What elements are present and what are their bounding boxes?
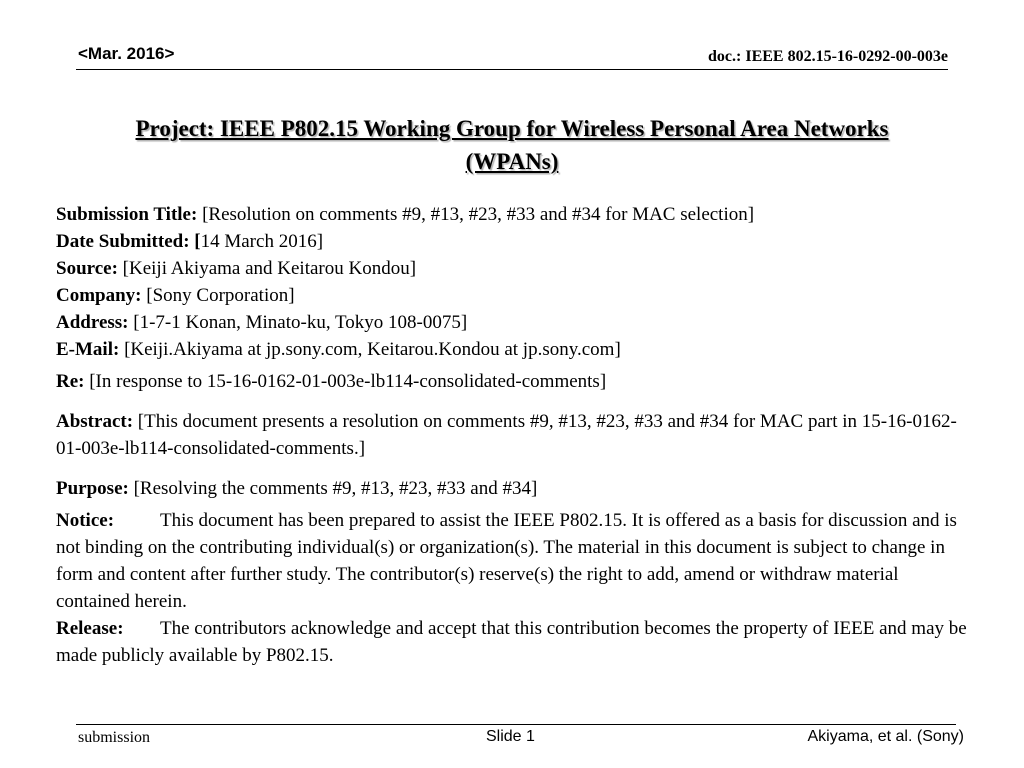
footer-submission: submission — [78, 729, 151, 746]
release-value: The contributors acknowledge and accept that this contribution becomes the property of IEEE and may be made publicly available by P802.15. — [56, 618, 967, 666]
abstract-value: [This document presents a resolution on comments #9, #13, #23, #33 and #34 for MAC part in 15-16-0162-01-003e-lb114-consolidated-comments.] — [56, 411, 957, 459]
footer-divider — [76, 724, 956, 725]
submission-title-value: [Resolution on comments #9, #13, #23, #33 and #34 for MAC selection] — [197, 204, 755, 225]
company-label: Company: — [56, 285, 142, 306]
submission-details — [56, 201, 970, 669]
email-value: [Keiji.Akiyama at jp.sony.com, Keitarou.Kondou at jp.sony.com] — [119, 339, 621, 360]
header-doc-id: doc.: IEEE 802.15-16-0292-00-003e — [708, 48, 948, 65]
source-row — [56, 255, 970, 282]
email-row — [56, 336, 970, 363]
notice-label: Notice: — [56, 510, 115, 531]
purpose-label: Purpose: — [56, 478, 129, 499]
title-line-1: Project: IEEE P802.15 Working Group for Wireless Personal Area Networks — [135, 116, 889, 141]
date-submitted-value: 14 March 2016] — [200, 231, 324, 252]
re-row — [56, 368, 970, 395]
page-title — [60, 112, 964, 178]
source-label: Source: — [56, 258, 118, 279]
release-label: Release: — [56, 618, 124, 639]
release-row — [56, 615, 970, 669]
notice-value: This document has been prepared to assist the IEEE P802.15. It is offered as a basis for discussion and is not binding on the contributing individual(s) or organization(s). The material in this document is subject to change in form and content after further study. The contributor(s) reserve(s) the right to add, amend or withdraw material contained herein. — [56, 510, 957, 612]
address-value: [1-7-1 Konan, Minato-ku, Tokyo 108-0075] — [128, 312, 468, 333]
company-value: [Sony Corporation] — [141, 285, 295, 306]
purpose-value: [Resolving the comments #9, #13, #23, #33 and #34] — [128, 478, 538, 499]
company-row — [56, 282, 970, 309]
re-label: Re: — [56, 371, 85, 392]
header-divider — [76, 69, 948, 70]
submission-title-row — [56, 201, 970, 228]
address-label: Address: — [56, 312, 129, 333]
notice-row — [56, 507, 970, 615]
email-label: E-Mail: — [56, 339, 120, 360]
purpose-row — [56, 475, 970, 502]
date-submitted-row — [56, 228, 970, 255]
address-row — [56, 309, 970, 336]
source-value: [Keiji Akiyama and Keitarou Kondou] — [117, 258, 417, 279]
footer-authors: Akiyama, et al. (Sony) — [807, 728, 964, 745]
abstract-row — [56, 408, 970, 462]
re-value: [In response to 15-16-0162-01-003e-lb114-consolidated-comments] — [84, 371, 607, 392]
footer-slide-number: Slide 1 — [486, 728, 535, 745]
date-submitted-label: Date Submitted: [ — [56, 231, 201, 252]
submission-title-label: Submission Title: — [56, 204, 198, 225]
header-date: <Mar. 2016> — [78, 44, 175, 63]
title-line-2: (WPANs) — [465, 149, 559, 174]
abstract-label: Abstract: — [56, 411, 134, 432]
